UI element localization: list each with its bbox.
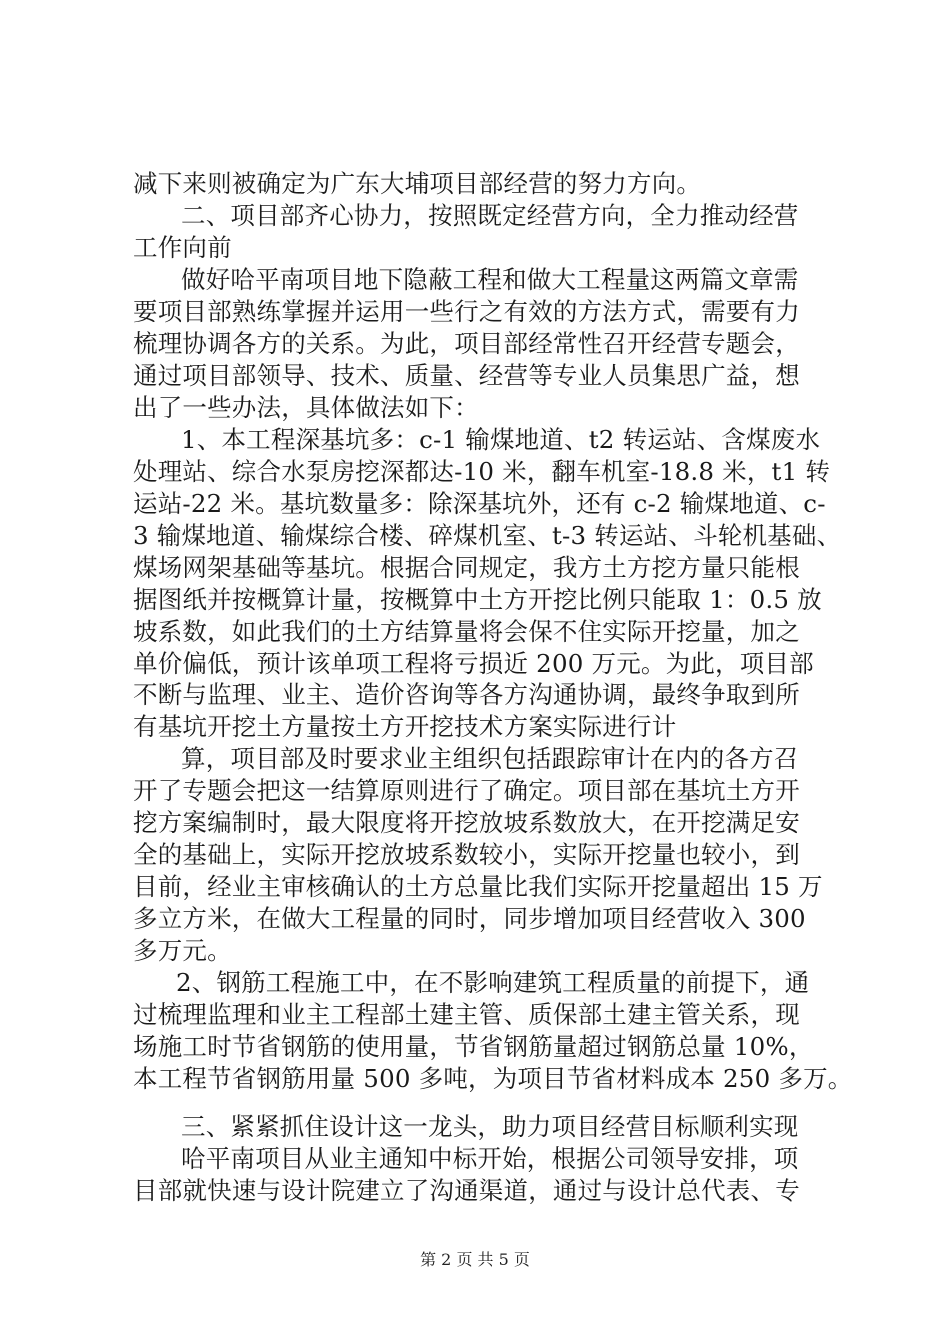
text-line: 单价偏低，预计该单项工程将亏损近 200 万元。为此，项目部 (133, 649, 814, 678)
text-line: 算，项目部及时要求业主组织包括跟踪审计在内的各方召 (181, 744, 799, 773)
text-line: 坡系数，如此我们的土方结算量将会保不住实际开挖量，加之 (133, 617, 800, 646)
text-line: 据图纸并按概算计量，按概算中土方开挖比例只能取 1：0.5 放 (133, 585, 822, 614)
text-line: 出了一些办法，具体做法如下： (133, 393, 479, 422)
text-line: 1、本工程深基坑多：c-1 输煤地道、t2 转运站、含煤废水 (181, 425, 821, 454)
text-line: 开了专题会把这一结算原则进行了确定。项目部在基坑土方开 (133, 776, 800, 805)
text-line: 场施工时节省钢筋的使用量，节省钢筋量超过钢筋总量 10%， (133, 1032, 814, 1061)
text-line: 2、钢筋工程施工中，在不影响建筑工程质量的前提下，通 (176, 968, 810, 997)
text-line: 不断与监理、业主、造价咨询等各方沟通协调，最终争取到所 (133, 680, 800, 709)
text-line: 过梳理监理和业主工程部土建主管、质保部土建主管关系，现 (133, 1000, 800, 1029)
page-footer: 第 2 页 共 5 页 (420, 1250, 530, 1269)
text-line: 做好哈平南项目地下隐蔽工程和做大工程量这两篇文章需 (181, 265, 799, 294)
section-heading: 二、项目部齐心协力，按照既定经营方向，全力推动经营 (181, 201, 799, 230)
text-line: 本工程节省钢筋用量 500 多吨，为项目节省材料成本 250 多万。 (133, 1064, 853, 1093)
text-line: 煤场网架基础等基坑。根据合同规定，我方土方挖方量只能根 (133, 553, 800, 582)
text-line: 3 输煤地道、输煤综合楼、碎煤机室、t-3 转运站、斗轮机基础、 (133, 521, 842, 550)
text-line: 处理站、综合水泵房挖深都达-10 米，翻车机室-18.8 米，t1 转 (133, 457, 831, 486)
text-line: 梳理协调各方的关系。为此，项目部经常性召开经营专题会， (133, 329, 800, 358)
text-line: 全的基础上，实际开挖放坡系数较小，实际开挖量也较小，到 (133, 840, 800, 869)
text-line: 运站-22 米。基坑数量多：除深基坑外，还有 c-2 输煤地道、c- (133, 489, 826, 518)
text-line: 减下来则被确定为广东大埔项目部经营的努力方向。 (133, 169, 702, 198)
section-heading: 三、紧紧抓住设计这一龙头，助力项目经营目标顺利实现 (181, 1112, 799, 1141)
text-line: 有基坑开挖土方量按土方开挖技术方案实际进行计 (133, 712, 677, 741)
text-line: 多立方米，在做大工程量的同时，同步增加项目经营收入 300 (133, 904, 806, 933)
text-line: 目前，经业主审核确认的土方总量比我们实际开挖量超出 15 万 (133, 872, 823, 901)
text-line: 挖方案编制时，最大限度将开挖放坡系数放大，在开挖满足安 (133, 808, 800, 837)
text-line: 哈平南项目从业主通知中标开始，根据公司领导安排，项 (181, 1144, 799, 1173)
text-line: 要项目部熟练掌握并运用一些行之有效的方法方式，需要有力 (133, 297, 800, 326)
text-line: 多万元。 (133, 936, 232, 965)
text-line: 目部就快速与设计院建立了沟通渠道，通过与设计总代表、专 (133, 1176, 800, 1205)
text-line: 通过项目部领导、技术、质量、经营等专业人员集思广益，想 (133, 361, 800, 390)
section-heading: 工作向前 (133, 233, 232, 262)
